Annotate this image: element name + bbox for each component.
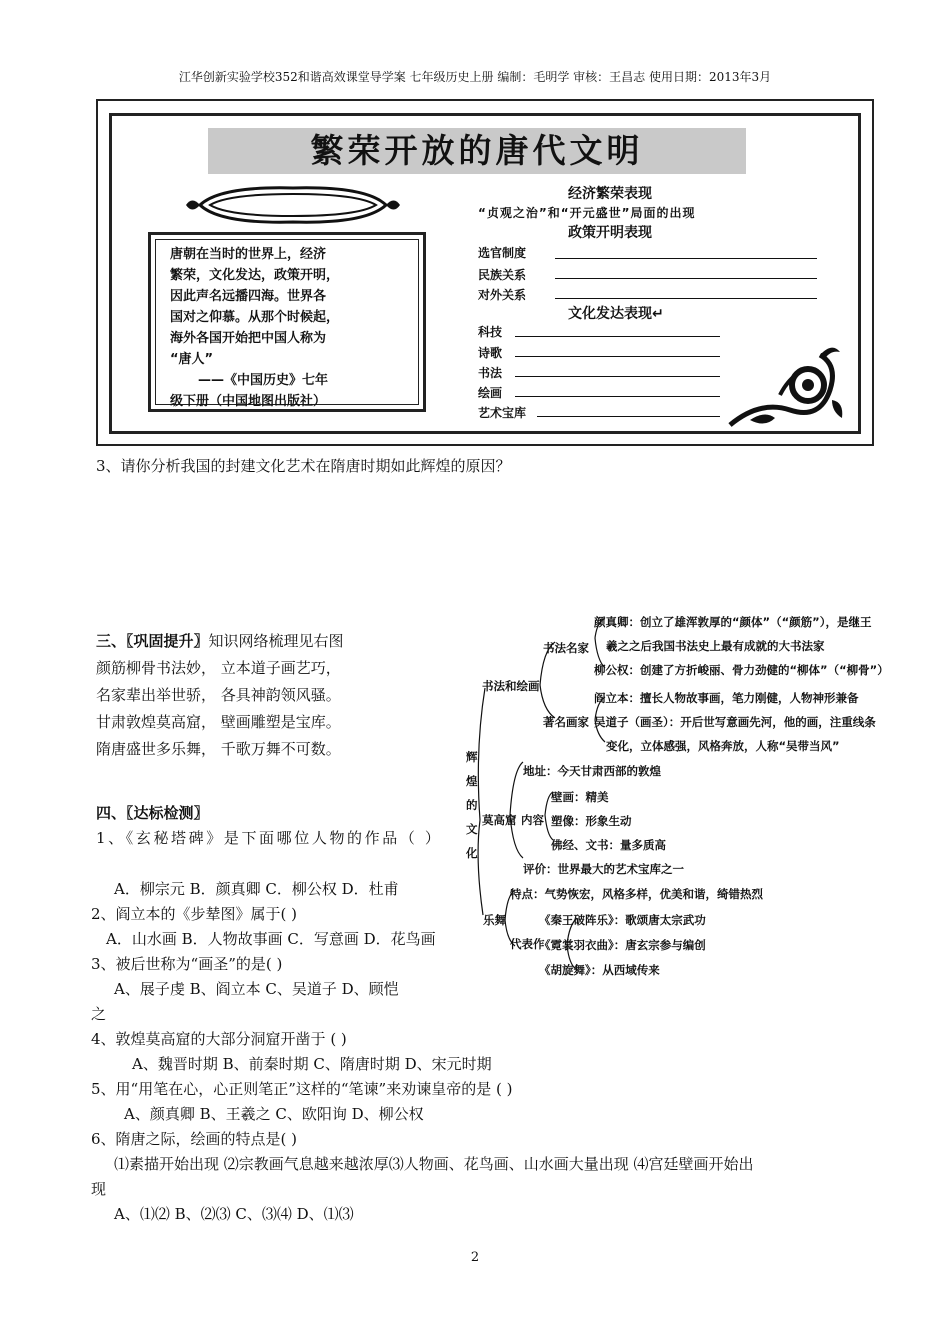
quote-line: 因此声名远播四海。世界各 (170, 289, 327, 304)
branch-dance: 乐舞 (483, 913, 506, 927)
answer-line[interactable] (515, 336, 720, 337)
answer-line[interactable] (555, 298, 817, 299)
culture-field-label: 科技 (478, 325, 503, 339)
node-work: 《秦王破阵乐》：歌颂唐太宗武功 (539, 913, 706, 927)
node-wu-daozi-cont: 变化，立体感强，风格奔放，人称“吴带当风” (606, 739, 840, 753)
quote-text (170, 244, 422, 412)
answer-line[interactable] (515, 356, 720, 357)
test-q6-line2: 现 (91, 1180, 107, 1198)
poem-line: 隋唐盛世多乐舞， 千歌万舞不可数。 (96, 740, 341, 758)
page-header: 江华创新实验学校352和谐高效课堂导学案 七年级历史上册 编制：毛明学 审核：王昌志 使用日期：2013年3月 (178, 70, 772, 84)
answer-line[interactable] (537, 416, 720, 417)
question-3-analysis: 3、请你分析我国的封建文化艺术在隋唐时期如此辉煌的原因？ (96, 457, 511, 475)
culture-field-label: 绘画 (478, 386, 503, 400)
mindmap-root (466, 745, 480, 865)
answer-line[interactable] (515, 396, 720, 397)
mnemonic-poem (96, 655, 341, 763)
root-char: 文 (466, 822, 478, 836)
corner-flourish-icon (720, 340, 845, 430)
section-3-heading (96, 630, 344, 651)
branch-calligraphers: 书法名家 (543, 641, 589, 655)
test-q6-options: A、⑴⑵ B、⑵⑶ C、⑶⑷ D、⑴⑶ (114, 1205, 354, 1223)
quote-line: “唐人” (170, 352, 214, 367)
policy-field-label: 民族关系 (478, 268, 527, 282)
node-content: 内容 (521, 813, 544, 827)
policy-field-label: 对外关系 (478, 288, 527, 302)
node-mural: 壁画：精美 (551, 790, 609, 804)
policy-title: 政策开明表现 (568, 225, 652, 241)
node-liu-gongquan: 柳公权：创建了方折峻丽、骨力劲健的“柳体”（“柳骨”） (594, 663, 889, 677)
test-q4: 4、敦煌莫高窟的大部分洞窟开凿于 ( ) (91, 1030, 347, 1048)
test-q2-options: A．山水画 B．人物故事画 C．写意画 D．花鸟画 (106, 930, 436, 948)
node-work: 《胡旋舞》：从西域传来 (539, 963, 660, 977)
poem-line: 甘肃敦煌莫高窟， 壁画雕塑是宝库。 (96, 713, 341, 731)
root-char: 煌 (466, 774, 478, 788)
test-q1: 1、《玄秘塔碑》是下面哪位人物的作品（ ） (96, 829, 443, 847)
quote-line: 繁荣，文化发达，政策开明， (170, 268, 340, 283)
poem-line: 颜筋柳骨书法妙， 立本道子画艺巧， (96, 659, 341, 677)
answer-line[interactable] (515, 376, 720, 377)
test-q3-tail: 之 (91, 1005, 107, 1023)
test-q3: 3、被后世称为“画圣”的是( ) (91, 955, 283, 973)
quote-line: 海外各国开始把中国人称为 (170, 331, 327, 346)
test-q3-options: A、展子虔 B、阎立本 C、吴道子 D、顾恺 (114, 980, 399, 998)
section-3-title: 三、〖巩固提升〗 (96, 632, 209, 650)
quote-source: 级下册（中国地图出版社） (170, 394, 327, 409)
node-evaluation: 评价：世界最大的艺术宝库之一 (523, 862, 684, 876)
quote-source: ——《中国历史》七年 (198, 373, 329, 388)
test-q6-line1: ⑴素描开始出现 ⑵宗教画气息越来越浓厚⑶人物画、花鸟画、山水画大量出现 ⑷宫廷壁画开始出 (114, 1155, 754, 1173)
scroll-ornament-icon (180, 184, 406, 226)
page-number: 2 (470, 1250, 480, 1265)
node-wu-daozi: 吴道子（画圣）：开后世写意画先河，他的画，注重线条 (594, 715, 876, 729)
node-yan-zhenqing-cont: 羲之之后我国书法史上最有成就的大书法家 (606, 639, 825, 653)
node-work: 《霓裳羽衣曲》：唐玄宗参与编创 (539, 938, 706, 952)
branch-painters: 著名画家 (543, 715, 589, 729)
test-q1-options: A．柳宗元 B．颜真卿 C．柳公权 D．杜甫 (114, 880, 399, 898)
frame-title: 繁荣开放的唐代文明 (310, 131, 644, 170)
node-scripture: 佛经、文书：量多质高 (551, 838, 666, 852)
test-q2: 2、阎立本的《步辇图》属于( ) (91, 905, 298, 923)
culture-field-label: 艺术宝库 (478, 406, 527, 420)
test-q6: 6、隋唐之际，绘画的特点是( ) (91, 1130, 298, 1148)
root-char: 化 (466, 846, 478, 860)
quote-line: 唐朝在当时的世界上，经济 (170, 247, 327, 262)
test-q5-options: A、颜真卿 B、王羲之 C、欧阳询 D、柳公权 (124, 1105, 424, 1123)
poem-line: 名家辈出举世骄， 各具神韵领风骚。 (96, 686, 341, 704)
root-char: 的 (466, 798, 478, 812)
node-works-label: 代表作 (510, 937, 545, 951)
test-q5: 5、用“用笔在心，心正则笔正”这样的“笔谏”来劝谏皇帝的是 ( ) (91, 1080, 513, 1098)
answer-line[interactable] (555, 278, 817, 279)
branch-mogao: 莫高窟 (482, 813, 517, 827)
policy-field-label: 选官制度 (478, 246, 527, 260)
node-yan-liben: 阎立本：擅长人物故事画，笔力刚健，人物神形兼备 (594, 691, 859, 705)
node-location: 地址：今天甘肃西部的敦煌 (523, 764, 661, 778)
node-feature: 特点：气势恢宏，风格多样，优美和谐，绮错热烈 (510, 887, 763, 901)
node-statue: 塑像：形象生动 (551, 814, 632, 828)
econ-title: 经济繁荣表现 (568, 186, 652, 202)
culture-field-label: 书法 (478, 366, 503, 380)
section-4-title: 四、〖达标检测〗 (96, 804, 209, 822)
answer-line[interactable] (555, 258, 817, 259)
culture-field-label: 诗歌 (478, 346, 503, 360)
culture-title: 文化发达表现↵ (568, 306, 664, 322)
quote-line: 国对之仰慕。从那个时候起， (170, 310, 340, 325)
econ-text: “贞观之治”和“开元盛世”局面的出现 (478, 206, 696, 220)
test-q4-options: A、魏晋时期 B、前秦时期 C、隋唐时期 D、宋元时期 (132, 1055, 492, 1073)
branch-calligraphy-painting: 书法和绘画 (482, 679, 540, 693)
root-char: 辉 (466, 750, 478, 764)
section-3-subtitle: 知识网络梳理见右图 (208, 632, 344, 650)
node-yan-zhenqing: 颜真卿：创立了雄浑敦厚的“颜体”（“颜筋”），是继王 (594, 615, 872, 629)
